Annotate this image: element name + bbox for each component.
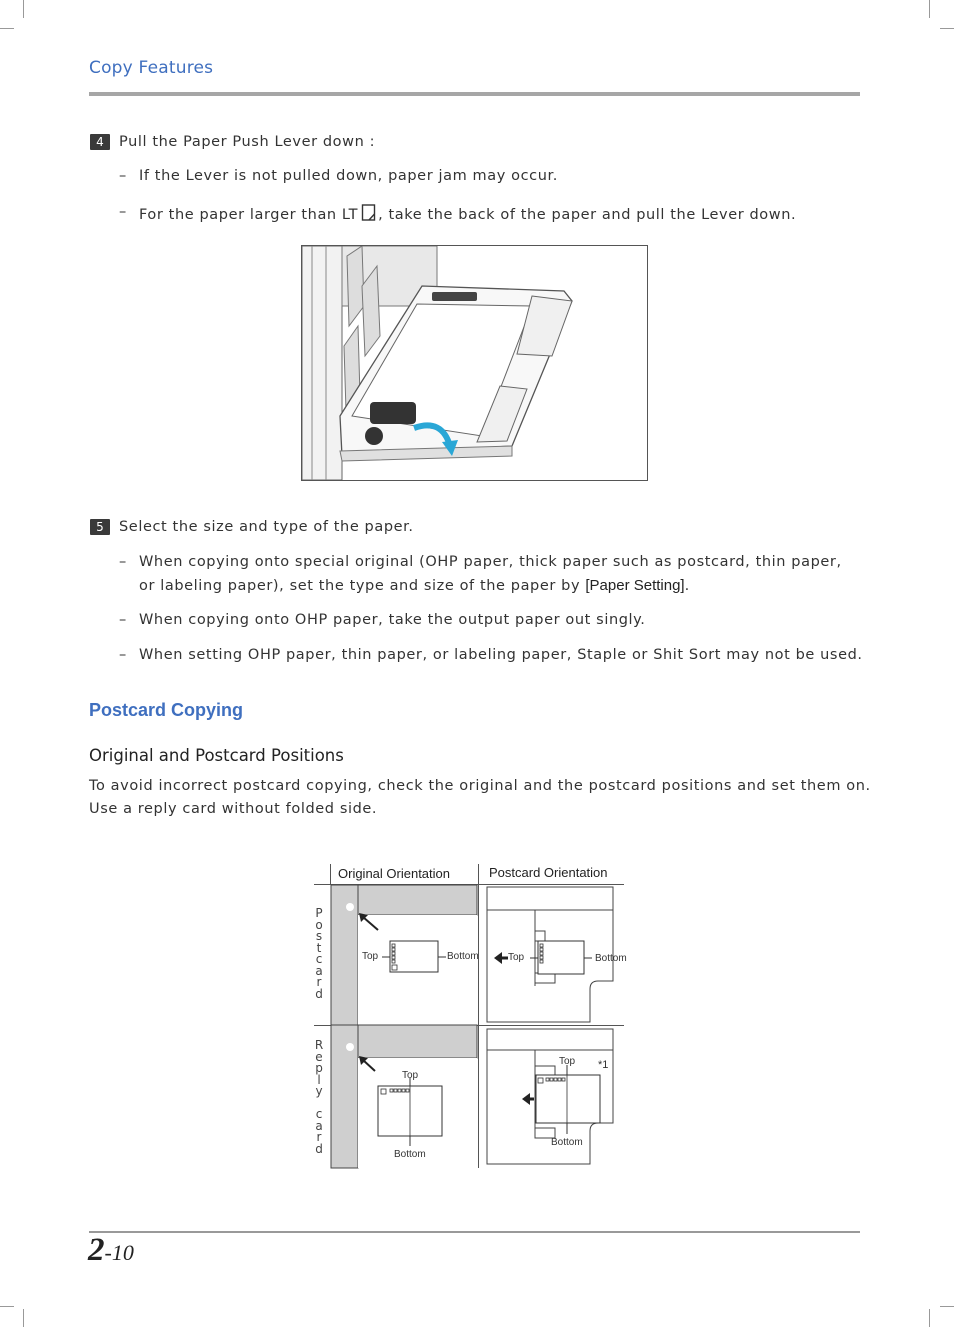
postcard-paragraph-line-1: To avoid incorrect postcard copying, check the original and the postcard positions and set them on. <box>89 778 871 794</box>
bottom-label: Bottom <box>447 951 479 962</box>
bottom-label: Bottom <box>394 1149 426 1160</box>
portrait-paper-icon <box>361 204 377 222</box>
dash-bullet: – <box>119 554 127 570</box>
step-5-note-1-line-1: When copying onto special original (OHP paper, thick paper such as postcard, thin paper, <box>139 554 842 570</box>
row-label-postcard: P o s t c a r d <box>315 906 323 1001</box>
top-label: Top <box>362 951 379 962</box>
dash-bullet: – <box>119 168 127 184</box>
orientation-diagram <box>300 860 630 1175</box>
postcard-orientation-label: Postcard Orientation <box>489 865 608 880</box>
step-5-instruction: Select the size and type of the paper. <box>119 519 414 535</box>
step-4-note-1: If the Lever is not pulled down, paper jam may occur. <box>139 168 558 184</box>
tray-illustration <box>302 246 647 480</box>
step-5-note-3: When setting OHP paper, thin paper, or labeling paper, Staple or Shit Sort may not be used. <box>139 647 863 663</box>
step-5-badge: 5 <box>90 519 110 535</box>
positions-subheading: Original and Postcard Positions <box>89 746 344 765</box>
step-4-note-2: For the paper larger than LT , take the back of the paper and pull the Lever down. <box>139 204 796 223</box>
original-orientation-label: Original Orientation <box>338 866 450 881</box>
postcard-paragraph-line-2: Use a reply card without folded side. <box>89 801 378 817</box>
footer-rule <box>89 1231 860 1233</box>
row-label-reply-card: R e p l y c a r d <box>314 1038 324 1156</box>
section-title: Copy Features <box>89 58 214 78</box>
step-4-badge: 4 <box>90 134 110 150</box>
header-rule <box>89 92 860 96</box>
dash-bullet: – <box>119 647 127 663</box>
dash-bullet: – <box>119 612 127 628</box>
postcard-heading: Postcard Copying <box>89 700 244 720</box>
step-5-note-1-line-2: or labeling paper), set the type and size of the paper by [Paper Setting]. <box>139 577 690 594</box>
dash-bullet: – <box>119 204 127 220</box>
step-4-instruction: Pull the Paper Push Lever down : <box>119 134 376 150</box>
footnote-mark: *1 <box>598 1059 609 1071</box>
page-number: 2-10 <box>88 1232 134 1268</box>
bottom-label: Bottom <box>551 1137 583 1148</box>
step-5-note-2: When copying onto OHP paper, take the output paper out singly. <box>139 612 646 628</box>
bottom-label: Bottom <box>595 953 627 964</box>
top-label: Top <box>508 952 525 963</box>
top-label: Top <box>559 1056 576 1067</box>
paper-setting-button-ref: [Paper Setting] <box>585 577 685 594</box>
top-label: Top <box>402 1070 419 1081</box>
paper-push-lever-figure <box>301 245 648 481</box>
